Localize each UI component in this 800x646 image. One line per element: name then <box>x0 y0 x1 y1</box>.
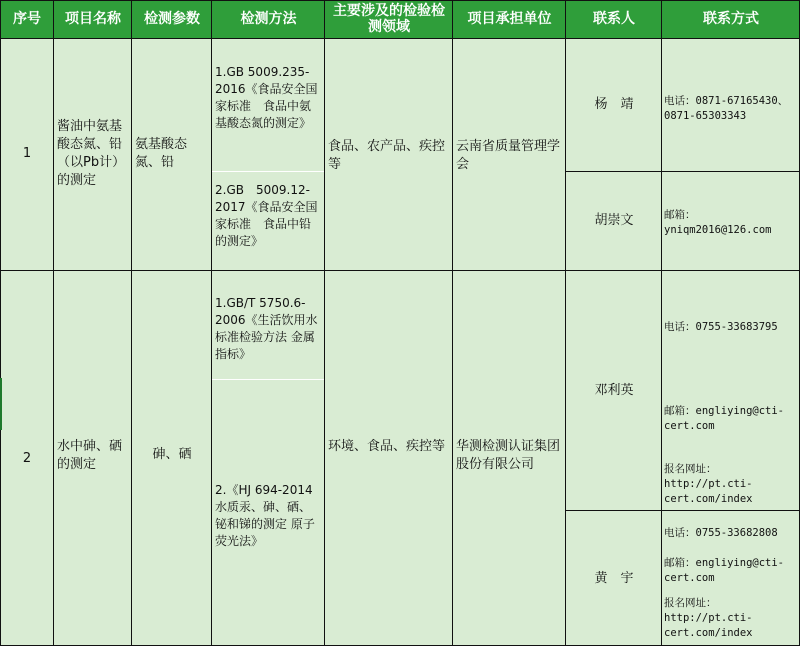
grid-line <box>53 0 54 646</box>
row1-no[interactable]: 1 <box>22 145 32 161</box>
row1-contact-2[interactable]: 胡崇文 <box>594 213 634 228</box>
header-project-name: 项目名称 <box>54 0 132 38</box>
row2-phone-2[interactable]: 电话：0755-33682808 <box>664 527 778 539</box>
row2-no[interactable]: 2 <box>22 450 32 466</box>
row2-method-2[interactable]: 2.《HJ 694-2014 水质汞、砷、硒、铋和锑的测定 原子荧光法》 <box>215 483 315 548</box>
row1-contact-1[interactable]: 杨 靖 <box>594 97 634 112</box>
row2-field[interactable]: 环境、食品、疾控等 <box>328 439 446 454</box>
grid-line <box>211 0 212 646</box>
row1-project-name[interactable]: 酱油中氨基酸态氮、铅（以Pb计）的测定 <box>57 119 126 188</box>
header-unit: 项目承担单位 <box>453 0 566 38</box>
grid-line <box>0 0 1 646</box>
header-no: 序号 <box>0 0 54 38</box>
row2-phone-1[interactable]: 电话：0755-33683795 <box>664 321 778 333</box>
grid-line <box>131 0 132 646</box>
row1-unit[interactable]: 云南省质量管理学会 <box>456 139 561 172</box>
row1-method-2[interactable]: 2.GB 5009.12-2017《食品安全国家标准 食品中铅的测定》 <box>215 183 318 248</box>
row2-params[interactable]: 砷、硒 <box>152 447 192 462</box>
grid-line <box>324 0 325 646</box>
row-selection-indicator <box>0 378 2 430</box>
header-field: 主要涉及的检验检测领域 <box>325 0 453 38</box>
row1-email[interactable]: 邮箱：yniqm2016@126.com <box>664 209 772 236</box>
row2-contact-1[interactable]: 邓利英 <box>594 383 634 398</box>
grid-line <box>565 0 566 646</box>
grid-line <box>0 270 800 271</box>
header-contact-info: 联系方式 <box>662 0 800 38</box>
grid-line <box>661 0 662 646</box>
row1-method-1[interactable]: 1.GB 5009.235-2016《食品安全国家标准 食品中氨基酸态氮的测定》 <box>215 65 318 130</box>
grid-line <box>566 171 800 172</box>
header-params: 检测参数 <box>132 0 212 38</box>
grid-line <box>0 38 800 39</box>
row2-method-1[interactable]: 1.GB/T 5750.6-2006《生活饮用水标准检验方法 金属指标》 <box>215 296 318 361</box>
row2-site-2[interactable]: 报名网址：http://pt.cti-cert.com/index <box>664 597 753 639</box>
grid-line <box>566 510 800 511</box>
row2-contact-2[interactable]: 黄 宇 <box>594 571 634 586</box>
row2-project-name[interactable]: 水中砷、硒的测定 <box>57 439 123 472</box>
row2-unit[interactable]: 华测检测认证集团股份有限公司 <box>456 439 561 472</box>
grid-line <box>212 379 325 380</box>
row1-phone[interactable]: 电话：0871-67165430、0871-65303343 <box>664 95 789 122</box>
row2-email-2[interactable]: 邮箱：engliying@cti-cert.com <box>664 557 785 584</box>
header-method: 检测方法 <box>212 0 325 38</box>
header-contact: 联系人 <box>566 0 662 38</box>
grid-line <box>0 0 800 1</box>
grid-line <box>452 0 453 646</box>
row2-site-1[interactable]: 报名网址：http://pt.cti-cert.com/index <box>664 463 753 505</box>
row1-field[interactable]: 食品、农产品、疾控等 <box>328 139 446 172</box>
row2-email-1[interactable]: 邮箱：engliying@cti-cert.com <box>664 405 785 432</box>
grid-line <box>212 171 325 172</box>
row1-params[interactable]: 氨基酸态氮、铅 <box>135 137 188 170</box>
